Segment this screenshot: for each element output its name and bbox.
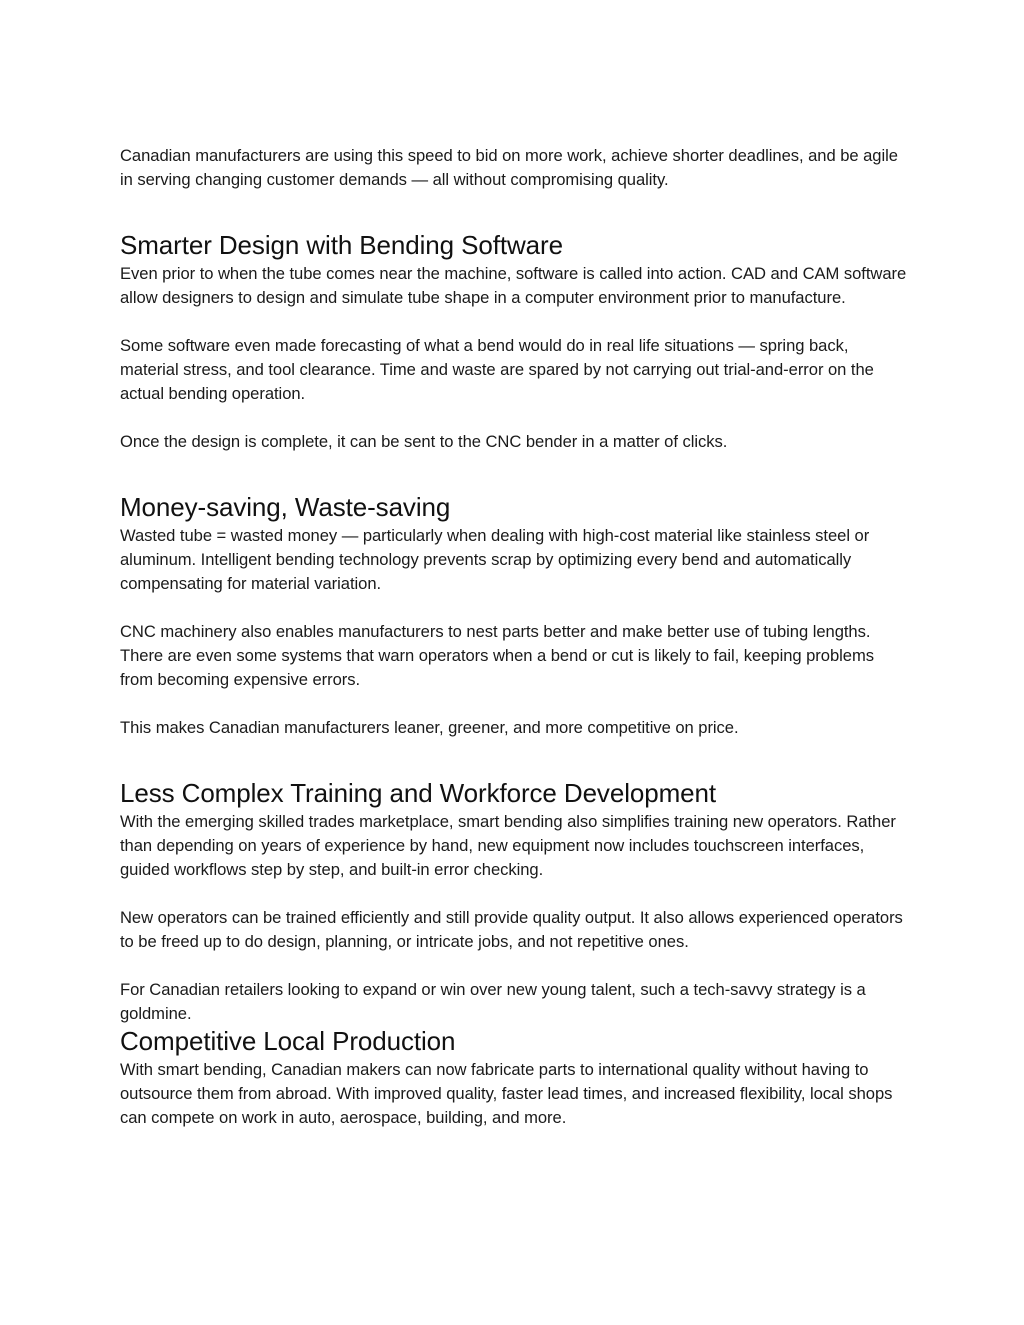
heading-smarter-design: Smarter Design with Bending Software [120, 230, 563, 260]
document-page [120, 144, 910, 1130]
heading-training-workforce: Less Complex Training and Workforce Development [120, 778, 716, 808]
paragraph: CNC machinery also enables manufacturers to nest parts better and make better use of tubing lengths. There are even some systems that warn operators when a bend or cut is likely to fail, keeping problems from becoming expensive errors. [120, 622, 874, 689]
paragraph: With the emerging skilled trades marketplace, smart bending also simplifies training new operators. Rather than depending on years of experience by hand, new equipment now includes touchscreen interfaces, guided workflows step by step, and built-in error checking. [120, 812, 896, 879]
paragraph: For Canadian retailers looking to expand or win over new young talent, such a tech-savvy strategy is a goldmine. [120, 980, 866, 1023]
paragraph: This makes Canadian manufacturers leaner, greener, and more competitive on price. [120, 718, 739, 737]
paragraph: Wasted tube = wasted money — particularly when dealing with high-cost material like stainless steel or aluminum. Intelligent bending technology prevents scrap by optimizing every bend and automatically compensating for material variation. [120, 526, 870, 593]
paragraph: Once the design is complete, it can be sent to the CNC bender in a matter of clicks. [120, 432, 728, 451]
heading-local-production: Competitive Local Production [120, 1026, 456, 1056]
paragraph: With smart bending, Canadian makers can now fabricate parts to international quality without having to outsource them from abroad. With improved quality, faster lead times, and increased flexibility, local shops can compete on work in auto, aerospace, building, and more. [120, 1060, 893, 1127]
paragraph: Even prior to when the tube comes near the machine, software is called into action. CAD and CAM software allow designers to design and simulate tube shape in a computer environment prior to manufacture. [120, 264, 907, 307]
intro-paragraph: Canadian manufacturers are using this speed to bid on more work, achieve shorter deadlines, and be agile in serving changing customer demands — all without compromising quality. [120, 146, 898, 189]
heading-money-saving: Money-saving, Waste-saving [120, 492, 451, 522]
paragraph: New operators can be trained efficiently and still provide quality output. It also allows experienced operators to be freed up to do design, planning, or intricate jobs, and not repetitive ones. [120, 908, 903, 951]
paragraph: Some software even made forecasting of what a bend would do in real life situations — spring back, material stress, and tool clearance. Time and waste are spared by not carrying out trial-and-error on the actual bending operation. [120, 336, 874, 403]
